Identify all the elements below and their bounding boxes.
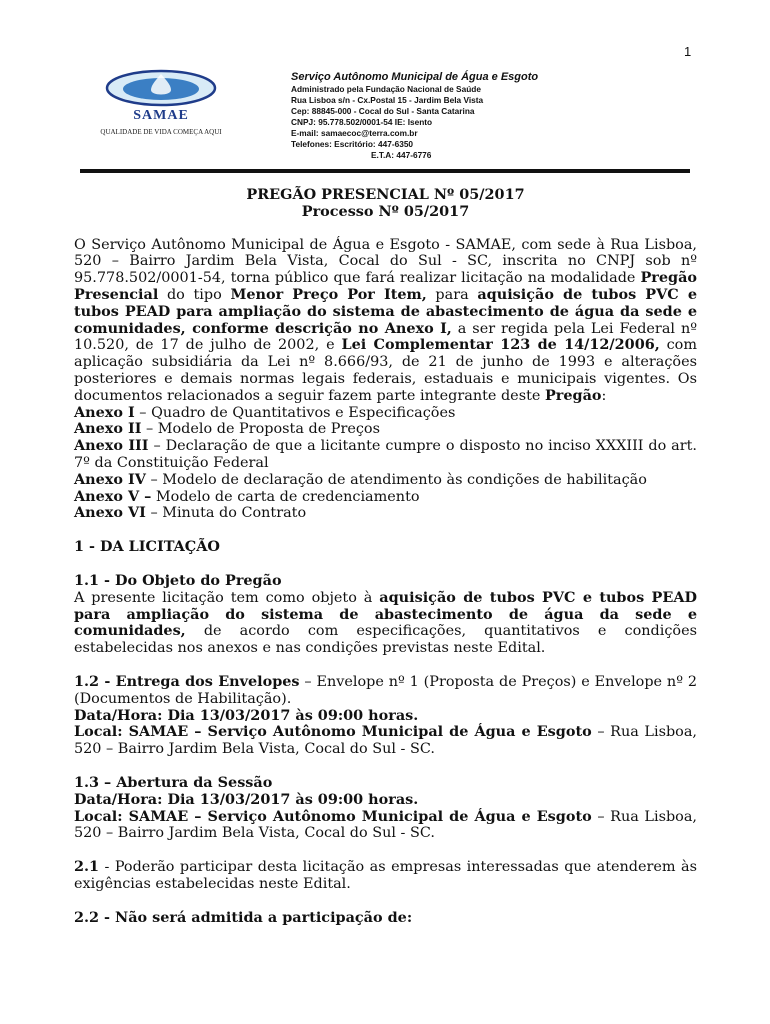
annex-item: Anexo V – Modelo de carta de credenciamento — [74, 487, 420, 505]
header-line: Administrado pela Fundação Nacional de Saúde — [291, 84, 481, 94]
section-1-3-local: Local: SAMAE – Serviço Autônomo Municipal de Água e Esgoto – Rua Lisboa, 520 – Bairro Jardim Bela Vista, Cocal do Sul - SC. — [74, 807, 697, 842]
header-divider — [80, 169, 690, 173]
header-line: CNPJ: 95.778.502/0001-54 IE: Isento — [291, 117, 433, 127]
annex-item: Anexo IV – Modelo de declaração de atendimento às condições de habilitação — [74, 470, 647, 488]
text-run: aquisição de tubos PVC e tubos PEAD para ampliação do sistema de abastecimento de água da sede e comunidades, — [74, 588, 697, 640]
section-1-2-body: 1.2 - Entrega dos Envelopes – Envelope nº 1 (Proposta de Preços) e Envelope nº 2 (Documentos de Habilitação). — [74, 672, 697, 707]
header-line: Telefones: Escritório: 447-6350 — [291, 139, 414, 149]
section-1-1-heading: 1.1 - Do Objeto do Pregão — [74, 571, 282, 589]
document-body — [74, 187, 697, 926]
text-run: do tipo — [158, 286, 231, 303]
text-run: para — [426, 286, 478, 303]
section-1-heading: 1 - DA LICITAÇÃO — [74, 538, 220, 556]
header-line: E.T.A: 447-6776 — [371, 150, 432, 160]
header-line: Cep: 88845-000 - Cocal do Sul - Santa Catarina — [291, 106, 475, 116]
annex-item: Anexo III – Declaração de que a licitante cumpre o disposto no inciso XXXIII do art. 7º da Constituição Federal — [74, 437, 698, 471]
section-1-3-datetime: Data/Hora: Dia 13/03/2017 às 09:00 horas. — [74, 790, 419, 808]
intro-paragraph — [74, 237, 697, 405]
header-line: E-mail: samaecoc@terra.com.br — [291, 128, 418, 138]
text-run: de acordo com especificações, quantitativos e condições estabelecidas nos anexos e nas condições previstas neste Edital. — [74, 623, 697, 657]
section-1-3-heading: 1.3 – Abertura da Sessão — [74, 773, 273, 791]
header-org: Serviço Autônomo Municipal de Água e Esgoto — [291, 71, 539, 83]
samae-logo — [86, 68, 236, 148]
water-drop-logo-icon — [104, 68, 218, 108]
section-1-2-local: Local: SAMAE – Serviço Autônomo Municipal de Água e Esgoto – Rua Lisboa, 520 – Bairro Jardim Bela Vista, Cocal do Sul - SC. — [74, 723, 697, 758]
document-title: PREGÃO PRESENCIAL Nº 05/2017 — [246, 186, 525, 203]
section-1-1-body — [74, 590, 697, 657]
document-subtitle: Processo Nº 05/2017 — [301, 202, 470, 220]
text-run: O Serviço Autônomo Municipal de Água e Esgoto - SAMAE, com sede à Rua Lisboa, 520 – Bairro Jardim Bela Vista, Cocal do Sul - SC, inscrita no CNPJ sob nº 95.778.502/0001-54, torna público que fará realizar licitação na modalidade — [74, 236, 697, 287]
text-run: A presente licitação tem como objeto à — [74, 589, 380, 606]
section-1-2-datetime: Data/Hora: Dia 13/03/2017 às 09:00 horas. — [74, 706, 419, 724]
section-2-1-body: 2.1 - Poderão participar desta licitação as empresas interessadas que atenderem às exigências estabelecidas neste Edital. — [74, 858, 697, 892]
header-line: Rua Lisboa s/n - Cx.Postal 15 - Jardim Bela Vista — [291, 95, 484, 105]
section-2-2-body: 2.2 - Não será admitida a participação de: — [74, 908, 413, 926]
text-run: : — [601, 387, 607, 404]
text-run: com aplicação subsidiária da Lei nº 8.666/93, de 21 de junho de 1993 e alterações posteriores e demais normas legais federais, estaduais e municipais vigentes. Os documentos relacionados a seguir fazem parte integrante deste — [74, 337, 697, 404]
annex-item: Anexo VI – Minuta do Contrato — [74, 504, 307, 522]
text-run: Lei Complementar 123 de 14/12/2006, — [341, 336, 660, 354]
annex-item: Anexo I – Quadro de Quantitativos e Especificações — [74, 403, 456, 421]
text-run: Pregão Presencial — [74, 269, 697, 303]
page-number: 1 — [684, 44, 692, 59]
text-run: aquisição de tubos PVC e tubos PEAD para ampliação do sistema de abastecimento de água da sede e comunidades, conforme descrição no Anexo I, — [74, 285, 697, 337]
logo-name: SAMAE — [133, 108, 189, 123]
header-info — [291, 71, 538, 161]
text-run: a ser regida pela Lei Federal nº 10.520, de 17 de julho de 2002, e — [74, 320, 697, 354]
text-run: Pregão — [544, 386, 602, 404]
annex-list — [74, 405, 697, 523]
annex-item: Anexo II – Modelo de Proposta de Preços — [74, 420, 380, 438]
logo-tagline: QUALIDADE DE VIDA COMEÇA AQUI — [100, 128, 222, 136]
text-run: Menor Preço Por Item, — [230, 285, 427, 303]
